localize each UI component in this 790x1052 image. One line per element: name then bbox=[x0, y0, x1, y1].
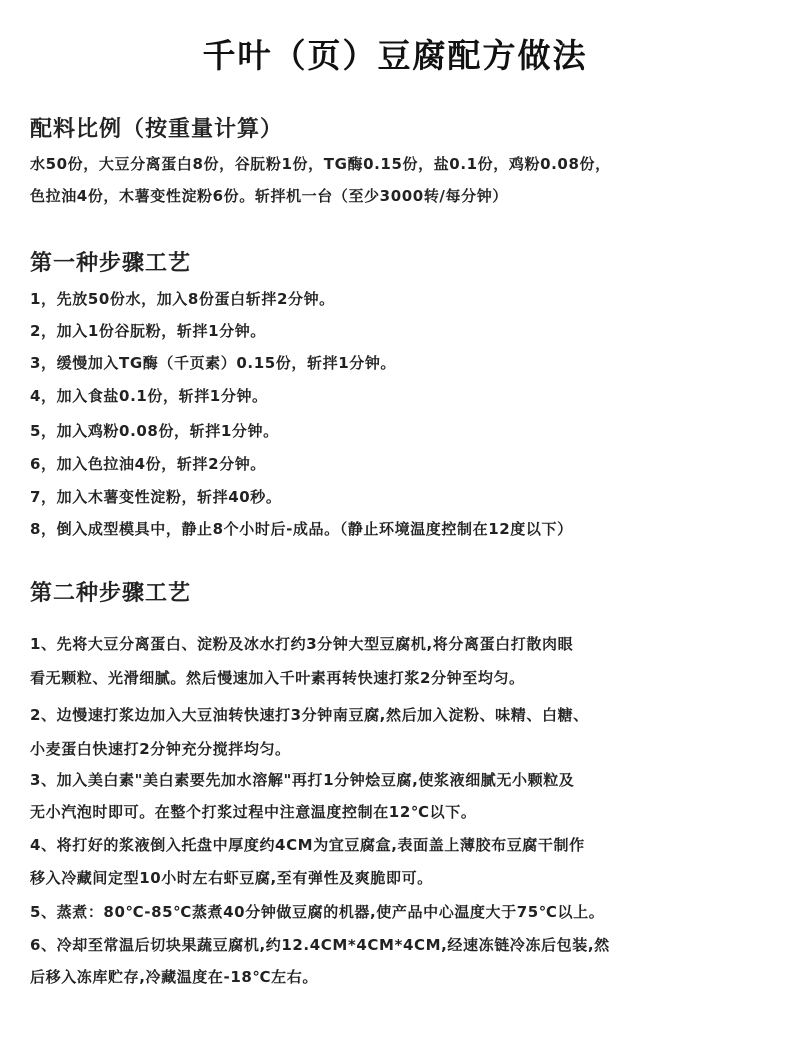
process1-step: 2，加入1份谷朊粉，斩拌1分钟。 bbox=[30, 322, 266, 340]
ratio-line: 色拉油4份，木薯变性淀粉6份。斩拌机一台（至少3000转/每分钟） bbox=[30, 187, 508, 205]
process1-step: 6，加入色拉油4份，斩拌2分钟。 bbox=[30, 455, 266, 473]
process2-line: 4、将打好的浆液倒入托盘中厚度约4CM为宜豆腐盒,表面盖上薄胶布豆腐干制作 bbox=[30, 836, 585, 854]
ratio-heading: 配料比例（按重量计算） bbox=[30, 117, 284, 142]
process2-line: 2、边慢速打浆边加入大豆油转快速打3分钟南豆腐,然后加入淀粉、味精、白糖、 bbox=[30, 706, 589, 724]
process1-heading: 第一种步骤工艺 bbox=[30, 251, 192, 276]
process2-line: 小麦蛋白快速打2分钟充分搅拌均匀。 bbox=[30, 740, 291, 758]
process2-line: 后移入冻库贮存,冷藏温度在-18℃左右。 bbox=[30, 968, 318, 986]
process2-line: 5、蒸煮：80℃-85℃蒸煮40分钟做豆腐的机器,使产品中心温度大于75℃以上。 bbox=[30, 903, 605, 921]
process1-step: 8，倒入成型模具中，静止8个小时后-成品。（静止环境温度控制在12度以下） bbox=[30, 520, 573, 538]
page-title: 千叶（页）豆腐配方做法 bbox=[202, 36, 588, 75]
process1-step: 7，加入木薯变性淀粉，斩拌40秒。 bbox=[30, 488, 282, 506]
process2-heading: 第二种步骤工艺 bbox=[30, 581, 192, 606]
process1-step: 5，加入鸡粉0.08份，斩拌1分钟。 bbox=[30, 422, 279, 440]
process2-line: 无小汽泡时即可。在整个打浆过程中注意温度控制在12℃以下。 bbox=[30, 803, 477, 821]
process2-line: 移入冷藏间定型10小时左右虾豆腐,至有弹性及爽脆即可。 bbox=[30, 869, 433, 887]
process1-step: 4，加入食盐0.1份，斩拌1分钟。 bbox=[30, 387, 268, 405]
process1-step: 1，先放50份水，加入8份蛋白斩拌2分钟。 bbox=[30, 290, 335, 308]
process1-step: 3，缓慢加入TG酶（千页素）0.15份，斩拌1分钟。 bbox=[30, 354, 397, 372]
process2-line: 6、冷却至常温后切块果蔬豆腐机,约12.4CM*4CM*4CM,经速冻链冷冻后包装,然 bbox=[30, 936, 610, 954]
process2-line: 看无颗粒、光滑细腻。然后慢速加入千叶素再转快速打浆2分钟至均匀。 bbox=[30, 669, 525, 687]
ratio-line: 水50份，大豆分离蛋白8份，谷朊粉1份，TG酶0.15份，盐0.1份，鸡粉0.08份， bbox=[30, 155, 611, 173]
process2-line: 1、先将大豆分离蛋白、淀粉及冰水打约3分钟大型豆腐机,将分离蛋白打散肉眼 bbox=[30, 635, 574, 653]
process2-line: 3、加入美白素"美白素要先加水溶解"再打1分钟烩豆腐,使浆液细腻无小颗粒及 bbox=[30, 771, 575, 789]
